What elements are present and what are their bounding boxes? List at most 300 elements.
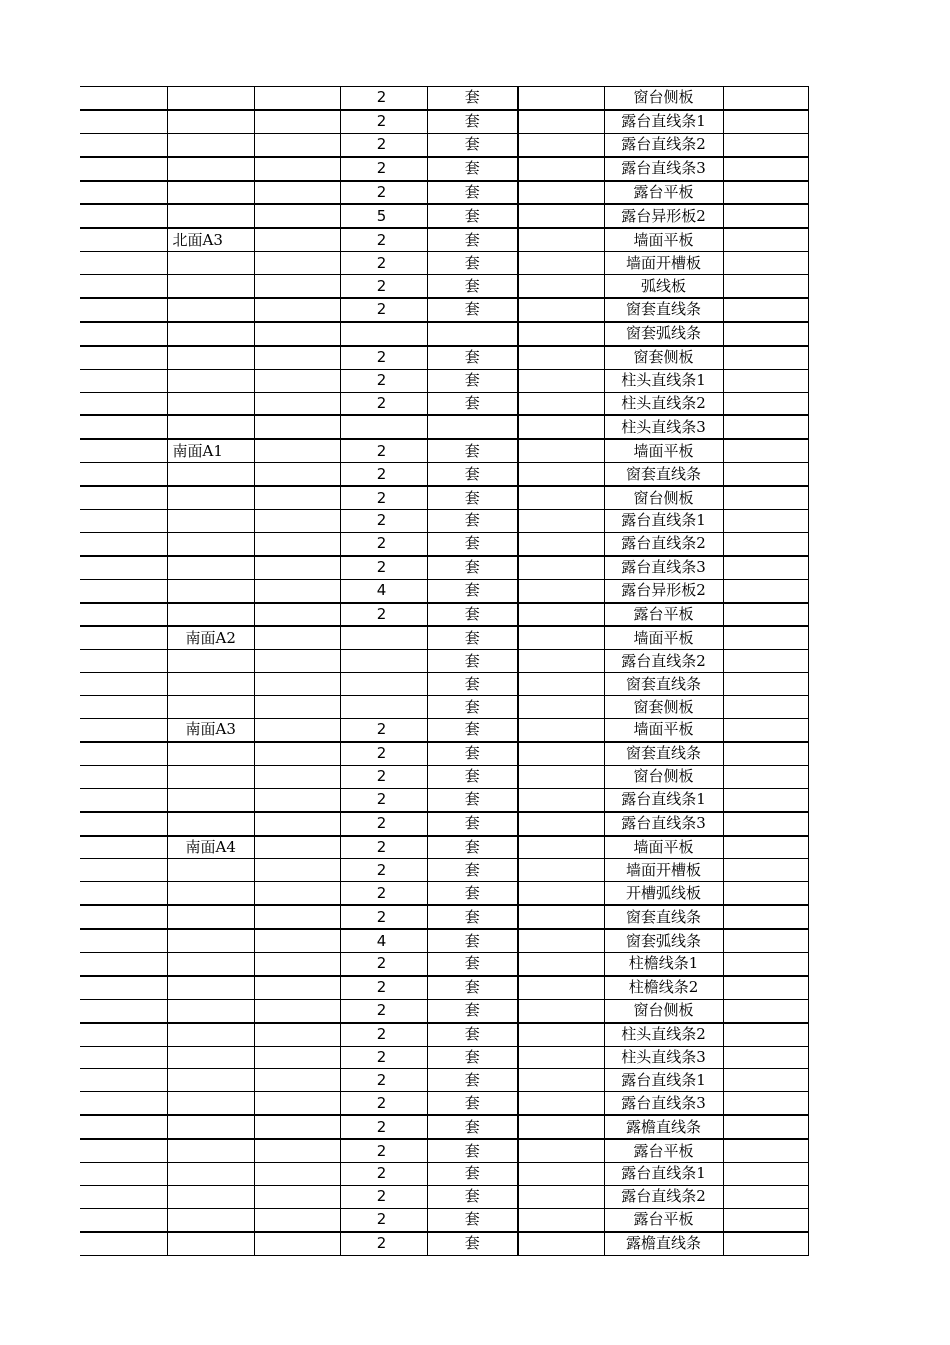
cell-blank[interactable] [80, 929, 167, 952]
cell-area[interactable] [167, 369, 254, 392]
cell-blank[interactable] [80, 532, 167, 555]
cell-area[interactable] [167, 999, 254, 1022]
cell-blank[interactable] [723, 719, 808, 742]
cell-blank[interactable] [254, 415, 340, 439]
cell-unit[interactable]: 套 [427, 1208, 518, 1231]
cell-unit[interactable]: 套 [427, 157, 518, 181]
cell-blank[interactable] [518, 181, 604, 205]
cell-area[interactable] [167, 1069, 254, 1092]
cell-blank[interactable] [518, 999, 604, 1022]
cell-area[interactable] [167, 1092, 254, 1115]
cell-quantity[interactable] [340, 650, 427, 673]
cell-blank[interactable] [80, 812, 167, 836]
cell-blank[interactable] [518, 556, 604, 579]
cell-area[interactable] [167, 1046, 254, 1069]
cell-blank[interactable] [723, 392, 808, 415]
cell-area[interactable] [167, 1185, 254, 1208]
cell-blank[interactable] [723, 952, 808, 975]
cell-area[interactable] [167, 1115, 254, 1139]
cell-blank[interactable] [80, 556, 167, 579]
cell-area[interactable] [167, 157, 254, 181]
cell-area[interactable] [167, 463, 254, 486]
cell-area[interactable] [167, 298, 254, 322]
cell-blank[interactable] [518, 157, 604, 181]
cell-unit[interactable]: 套 [427, 1046, 518, 1069]
cell-item-name[interactable]: 露檐直线条 [604, 1232, 723, 1255]
cell-blank[interactable] [80, 603, 167, 627]
cell-blank[interactable] [518, 742, 604, 765]
cell-blank[interactable] [518, 204, 604, 228]
cell-blank[interactable] [254, 882, 340, 905]
cell-blank[interactable] [254, 1023, 340, 1046]
cell-item-name[interactable]: 露台平板 [604, 603, 723, 627]
cell-blank[interactable] [80, 650, 167, 673]
cell-quantity[interactable]: 2 [340, 742, 427, 765]
cell-area[interactable] [167, 346, 254, 369]
cell-item-name[interactable]: 墙面平板 [604, 626, 723, 649]
cell-blank[interactable] [723, 626, 808, 649]
cell-blank[interactable] [80, 133, 167, 156]
cell-quantity[interactable]: 2 [340, 298, 427, 322]
cell-quantity[interactable]: 2 [340, 603, 427, 627]
cell-quantity[interactable]: 2 [340, 110, 427, 133]
cell-quantity[interactable]: 2 [340, 252, 427, 275]
cell-blank[interactable] [80, 1092, 167, 1115]
cell-unit[interactable]: 套 [427, 486, 518, 509]
cell-blank[interactable] [518, 510, 604, 533]
cell-area[interactable]: 南面A1 [167, 439, 254, 462]
cell-blank[interactable] [254, 603, 340, 627]
cell-unit[interactable]: 套 [427, 252, 518, 275]
cell-quantity[interactable]: 4 [340, 579, 427, 602]
cell-blank[interactable] [254, 463, 340, 486]
cell-blank[interactable] [254, 905, 340, 929]
cell-quantity[interactable] [340, 415, 427, 439]
cell-quantity[interactable]: 2 [340, 976, 427, 999]
cell-quantity[interactable]: 2 [340, 510, 427, 533]
cell-area[interactable] [167, 882, 254, 905]
cell-item-name[interactable]: 窗台侧板 [604, 765, 723, 788]
cell-unit[interactable]: 套 [427, 228, 518, 251]
cell-quantity[interactable]: 2 [340, 1115, 427, 1139]
cell-blank[interactable] [518, 1208, 604, 1231]
cell-quantity[interactable]: 4 [340, 929, 427, 952]
cell-blank[interactable] [518, 275, 604, 298]
cell-quantity[interactable]: 2 [340, 556, 427, 579]
cell-unit[interactable]: 套 [427, 1115, 518, 1139]
cell-area[interactable] [167, 510, 254, 533]
cell-item-name[interactable]: 窗台侧板 [604, 87, 723, 110]
cell-item-name[interactable]: 露台直线条2 [604, 532, 723, 555]
cell-item-name[interactable]: 窗套侧板 [604, 696, 723, 719]
cell-quantity[interactable]: 2 [340, 181, 427, 205]
cell-blank[interactable] [723, 673, 808, 696]
cell-item-name[interactable]: 露檐直线条 [604, 1115, 723, 1139]
cell-blank[interactable] [254, 952, 340, 975]
cell-blank[interactable] [518, 532, 604, 555]
cell-blank[interactable] [254, 1185, 340, 1208]
cell-blank[interactable] [80, 905, 167, 929]
cell-blank[interactable] [254, 1069, 340, 1092]
cell-blank[interactable] [254, 322, 340, 346]
cell-blank[interactable] [723, 204, 808, 228]
cell-blank[interactable] [723, 463, 808, 486]
cell-unit[interactable]: 套 [427, 463, 518, 486]
cell-blank[interactable] [518, 392, 604, 415]
cell-blank[interactable] [723, 1069, 808, 1092]
cell-blank[interactable] [518, 346, 604, 369]
cell-unit[interactable]: 套 [427, 859, 518, 882]
cell-blank[interactable] [80, 1069, 167, 1092]
cell-item-name[interactable]: 墙面开槽板 [604, 859, 723, 882]
cell-blank[interactable] [254, 298, 340, 322]
cell-blank[interactable] [254, 696, 340, 719]
cell-quantity[interactable] [340, 696, 427, 719]
cell-quantity[interactable] [340, 673, 427, 696]
cell-blank[interactable] [518, 952, 604, 975]
cell-area[interactable] [167, 87, 254, 110]
cell-blank[interactable] [723, 346, 808, 369]
cell-area[interactable] [167, 673, 254, 696]
cell-blank[interactable] [80, 439, 167, 462]
cell-blank[interactable] [723, 882, 808, 905]
cell-item-name[interactable]: 露台直线条1 [604, 510, 723, 533]
cell-blank[interactable] [80, 392, 167, 415]
cell-blank[interactable] [723, 859, 808, 882]
cell-blank[interactable] [723, 1046, 808, 1069]
cell-blank[interactable] [254, 275, 340, 298]
cell-unit[interactable]: 套 [427, 133, 518, 156]
cell-blank[interactable] [518, 1069, 604, 1092]
cell-item-name[interactable]: 柱头直线条2 [604, 1023, 723, 1046]
cell-blank[interactable] [80, 1232, 167, 1255]
cell-area[interactable] [167, 788, 254, 811]
cell-blank[interactable] [254, 510, 340, 533]
cell-blank[interactable] [254, 181, 340, 205]
cell-blank[interactable] [80, 719, 167, 742]
cell-unit[interactable]: 套 [427, 650, 518, 673]
cell-blank[interactable] [80, 157, 167, 181]
cell-blank[interactable] [80, 788, 167, 811]
cell-item-name[interactable]: 露台直线条2 [604, 650, 723, 673]
cell-blank[interactable] [723, 1139, 808, 1162]
cell-blank[interactable] [80, 228, 167, 251]
cell-blank[interactable] [723, 1208, 808, 1231]
cell-item-name[interactable]: 露台平板 [604, 181, 723, 205]
cell-blank[interactable] [80, 976, 167, 999]
cell-unit[interactable]: 套 [427, 812, 518, 836]
cell-area[interactable] [167, 322, 254, 346]
cell-blank[interactable] [254, 929, 340, 952]
cell-quantity[interactable]: 2 [340, 1139, 427, 1162]
cell-blank[interactable] [254, 204, 340, 228]
cell-blank[interactable] [254, 1115, 340, 1139]
cell-item-name[interactable]: 露台直线条3 [604, 556, 723, 579]
cell-blank[interactable] [254, 1232, 340, 1255]
cell-item-name[interactable]: 柱檐线条1 [604, 952, 723, 975]
cell-unit[interactable]: 套 [427, 204, 518, 228]
cell-blank[interactable] [518, 1185, 604, 1208]
cell-blank[interactable] [518, 788, 604, 811]
cell-blank[interactable] [254, 579, 340, 602]
cell-blank[interactable] [518, 439, 604, 462]
cell-blank[interactable] [80, 1162, 167, 1185]
cell-unit[interactable]: 套 [427, 836, 518, 859]
cell-item-name[interactable]: 窗台侧板 [604, 999, 723, 1022]
cell-blank[interactable] [723, 369, 808, 392]
cell-blank[interactable] [723, 228, 808, 251]
cell-blank[interactable] [80, 742, 167, 765]
cell-blank[interactable] [254, 626, 340, 649]
cell-blank[interactable] [723, 110, 808, 133]
cell-quantity[interactable]: 2 [340, 999, 427, 1022]
cell-blank[interactable] [80, 1115, 167, 1139]
cell-blank[interactable] [254, 976, 340, 999]
cell-area[interactable] [167, 110, 254, 133]
cell-blank[interactable] [723, 298, 808, 322]
cell-blank[interactable] [723, 87, 808, 110]
cell-unit[interactable]: 套 [427, 742, 518, 765]
cell-blank[interactable] [254, 87, 340, 110]
cell-blank[interactable] [518, 252, 604, 275]
cell-blank[interactable] [254, 999, 340, 1022]
cell-unit[interactable]: 套 [427, 275, 518, 298]
cell-blank[interactable] [518, 626, 604, 649]
cell-blank[interactable] [80, 1208, 167, 1231]
cell-blank[interactable] [518, 369, 604, 392]
cell-quantity[interactable]: 2 [340, 228, 427, 251]
cell-item-name[interactable]: 露台直线条2 [604, 133, 723, 156]
cell-blank[interactable] [723, 788, 808, 811]
cell-quantity[interactable]: 5 [340, 204, 427, 228]
cell-blank[interactable] [254, 859, 340, 882]
cell-blank[interactable] [80, 510, 167, 533]
cell-blank[interactable] [723, 976, 808, 999]
cell-blank[interactable] [80, 87, 167, 110]
cell-quantity[interactable]: 2 [340, 905, 427, 929]
cell-item-name[interactable]: 窗台侧板 [604, 486, 723, 509]
cell-area[interactable] [167, 1139, 254, 1162]
cell-area[interactable] [167, 952, 254, 975]
cell-blank[interactable] [723, 415, 808, 439]
cell-unit[interactable] [427, 322, 518, 346]
cell-blank[interactable] [723, 322, 808, 346]
cell-blank[interactable] [80, 298, 167, 322]
cell-unit[interactable]: 套 [427, 392, 518, 415]
cell-quantity[interactable] [340, 322, 427, 346]
cell-blank[interactable] [80, 463, 167, 486]
cell-item-name[interactable]: 露台直线条1 [604, 1069, 723, 1092]
cell-item-name[interactable]: 窗套弧线条 [604, 322, 723, 346]
cell-item-name[interactable]: 露台平板 [604, 1139, 723, 1162]
cell-area[interactable] [167, 1023, 254, 1046]
cell-quantity[interactable]: 2 [340, 1208, 427, 1231]
cell-blank[interactable] [518, 1046, 604, 1069]
cell-area[interactable]: 北面A3 [167, 228, 254, 251]
cell-blank[interactable] [254, 392, 340, 415]
cell-unit[interactable]: 套 [427, 181, 518, 205]
cell-blank[interactable] [518, 905, 604, 929]
cell-area[interactable] [167, 181, 254, 205]
cell-blank[interactable] [723, 1162, 808, 1185]
cell-blank[interactable] [80, 204, 167, 228]
cell-area[interactable] [167, 650, 254, 673]
cell-blank[interactable] [80, 673, 167, 696]
cell-blank[interactable] [723, 1232, 808, 1255]
cell-blank[interactable] [80, 1023, 167, 1046]
cell-item-name[interactable]: 窗套直线条 [604, 298, 723, 322]
cell-blank[interactable] [80, 882, 167, 905]
cell-blank[interactable] [80, 626, 167, 649]
cell-item-name[interactable]: 窗套侧板 [604, 346, 723, 369]
cell-quantity[interactable]: 2 [340, 1046, 427, 1069]
cell-quantity[interactable]: 2 [340, 439, 427, 462]
cell-area[interactable] [167, 204, 254, 228]
cell-quantity[interactable]: 2 [340, 157, 427, 181]
cell-blank[interactable] [723, 1023, 808, 1046]
cell-item-name[interactable]: 露台直线条1 [604, 788, 723, 811]
cell-blank[interactable] [518, 603, 604, 627]
cell-quantity[interactable]: 2 [340, 719, 427, 742]
cell-blank[interactable] [254, 228, 340, 251]
cell-blank[interactable] [518, 415, 604, 439]
cell-blank[interactable] [518, 110, 604, 133]
cell-item-name[interactable]: 窗套直线条 [604, 673, 723, 696]
cell-item-name[interactable]: 窗套直线条 [604, 742, 723, 765]
cell-item-name[interactable]: 露台直线条2 [604, 1185, 723, 1208]
cell-area[interactable] [167, 579, 254, 602]
cell-unit[interactable]: 套 [427, 719, 518, 742]
cell-unit[interactable]: 套 [427, 1162, 518, 1185]
cell-item-name[interactable]: 柱头直线条2 [604, 392, 723, 415]
cell-blank[interactable] [723, 486, 808, 509]
cell-item-name[interactable]: 柱檐线条2 [604, 976, 723, 999]
cell-quantity[interactable]: 2 [340, 486, 427, 509]
cell-unit[interactable]: 套 [427, 556, 518, 579]
cell-area[interactable] [167, 812, 254, 836]
cell-unit[interactable]: 套 [427, 626, 518, 649]
cell-blank[interactable] [254, 836, 340, 859]
cell-area[interactable] [167, 415, 254, 439]
cell-unit[interactable]: 套 [427, 1023, 518, 1046]
cell-unit[interactable]: 套 [427, 1185, 518, 1208]
cell-item-name[interactable]: 露台平板 [604, 1208, 723, 1231]
cell-area[interactable] [167, 1162, 254, 1185]
cell-item-name[interactable]: 墙面平板 [604, 836, 723, 859]
cell-unit[interactable]: 套 [427, 882, 518, 905]
cell-blank[interactable] [80, 110, 167, 133]
cell-blank[interactable] [518, 1162, 604, 1185]
cell-area[interactable] [167, 275, 254, 298]
cell-blank[interactable] [80, 415, 167, 439]
cell-blank[interactable] [518, 812, 604, 836]
cell-item-name[interactable]: 窗套直线条 [604, 463, 723, 486]
cell-blank[interactable] [518, 1232, 604, 1255]
cell-blank[interactable] [80, 1046, 167, 1069]
cell-blank[interactable] [80, 369, 167, 392]
cell-blank[interactable] [518, 1115, 604, 1139]
cell-blank[interactable] [723, 1185, 808, 1208]
cell-item-name[interactable]: 露台直线条3 [604, 1092, 723, 1115]
cell-blank[interactable] [254, 1208, 340, 1231]
cell-blank[interactable] [723, 742, 808, 765]
cell-blank[interactable] [723, 1092, 808, 1115]
cell-item-name[interactable]: 露台直线条1 [604, 110, 723, 133]
cell-quantity[interactable]: 2 [340, 275, 427, 298]
cell-blank[interactable] [518, 976, 604, 999]
cell-blank[interactable] [80, 322, 167, 346]
cell-item-name[interactable]: 柱头直线条1 [604, 369, 723, 392]
cell-unit[interactable]: 套 [427, 298, 518, 322]
cell-unit[interactable]: 套 [427, 369, 518, 392]
cell-blank[interactable] [254, 812, 340, 836]
cell-blank[interactable] [254, 1139, 340, 1162]
cell-blank[interactable] [254, 369, 340, 392]
cell-quantity[interactable]: 2 [340, 882, 427, 905]
cell-blank[interactable] [254, 1162, 340, 1185]
cell-blank[interactable] [80, 1185, 167, 1208]
cell-blank[interactable] [254, 252, 340, 275]
cell-blank[interactable] [723, 439, 808, 462]
cell-blank[interactable] [723, 905, 808, 929]
cell-item-name[interactable]: 柱头直线条3 [604, 415, 723, 439]
cell-unit[interactable] [427, 415, 518, 439]
cell-blank[interactable] [254, 650, 340, 673]
cell-blank[interactable] [254, 1046, 340, 1069]
cell-blank[interactable] [80, 346, 167, 369]
cell-area[interactable] [167, 392, 254, 415]
cell-unit[interactable]: 套 [427, 439, 518, 462]
cell-item-name[interactable]: 柱头直线条3 [604, 1046, 723, 1069]
cell-blank[interactable] [254, 133, 340, 156]
cell-unit[interactable]: 套 [427, 1139, 518, 1162]
cell-item-name[interactable]: 露台直线条1 [604, 1162, 723, 1185]
cell-item-name[interactable]: 墙面开槽板 [604, 252, 723, 275]
cell-quantity[interactable]: 2 [340, 1023, 427, 1046]
cell-blank[interactable] [254, 346, 340, 369]
cell-area[interactable]: 南面A4 [167, 836, 254, 859]
cell-blank[interactable] [723, 812, 808, 836]
cell-area[interactable] [167, 696, 254, 719]
cell-blank[interactable] [254, 556, 340, 579]
cell-blank[interactable] [723, 650, 808, 673]
cell-blank[interactable] [723, 181, 808, 205]
cell-quantity[interactable]: 2 [340, 836, 427, 859]
cell-blank[interactable] [518, 836, 604, 859]
cell-unit[interactable]: 套 [427, 696, 518, 719]
cell-area[interactable] [167, 976, 254, 999]
cell-blank[interactable] [518, 1023, 604, 1046]
cell-blank[interactable] [518, 765, 604, 788]
cell-blank[interactable] [518, 929, 604, 952]
cell-blank[interactable] [518, 228, 604, 251]
cell-unit[interactable]: 套 [427, 346, 518, 369]
cell-blank[interactable] [254, 719, 340, 742]
cell-item-name[interactable]: 窗套弧线条 [604, 929, 723, 952]
cell-blank[interactable] [723, 696, 808, 719]
cell-item-name[interactable]: 墙面平板 [604, 719, 723, 742]
cell-area[interactable] [167, 859, 254, 882]
cell-blank[interactable] [518, 486, 604, 509]
cell-blank[interactable] [723, 603, 808, 627]
cell-unit[interactable]: 套 [427, 929, 518, 952]
cell-unit[interactable]: 套 [427, 1092, 518, 1115]
cell-quantity[interactable]: 2 [340, 532, 427, 555]
cell-blank[interactable] [80, 579, 167, 602]
cell-blank[interactable] [254, 439, 340, 462]
cell-blank[interactable] [254, 742, 340, 765]
cell-blank[interactable] [254, 1092, 340, 1115]
